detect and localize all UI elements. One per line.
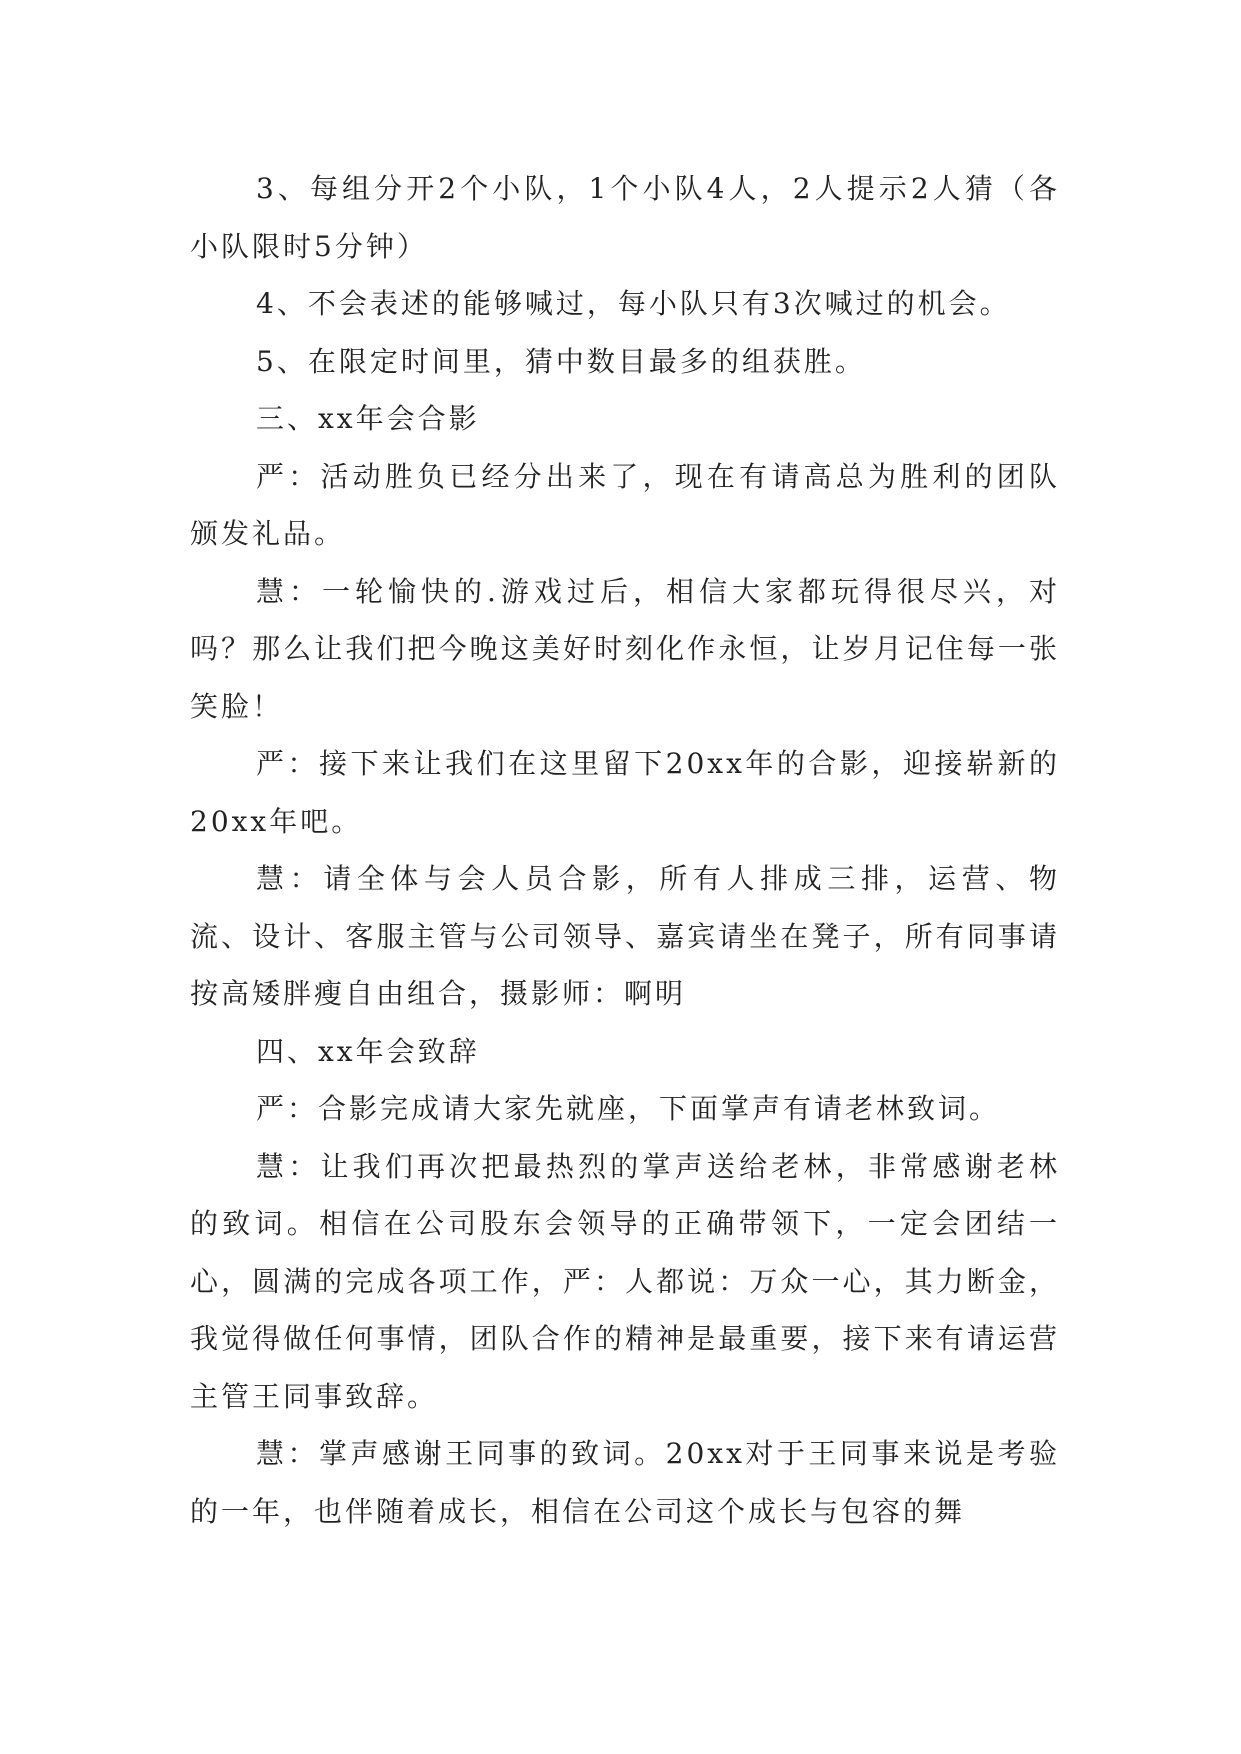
paragraph-hui-photo-intro: 慧：一轮愉快的.游戏过后，相信大家都玩得很尽兴，对吗？那么让我们把今晚这美好时刻化作永恒，让岁月记住每一张笑脸！: [190, 574, 1060, 723]
paragraph-rule-3: 3、每组分开2个小队，1个小队4人，2人提示2人猜（各小队限时5分钟）: [190, 172, 1060, 263]
section-heading-speech: 四、xx年会致辞: [256, 1034, 480, 1068]
paragraph-hui-thanks: 慧：让我们再次把最热烈的掌声送给老林，非常感谢老林的致词。相信在公司股东会领导的正确带领下，一定会团结一心，圆满的完成各项工作，严：人都说：万众一心，其力断金，我觉得做任何事情，团队合作的精神是最重要，接下来有请运营主管王同事致辞。: [190, 1149, 1060, 1413]
paragraph-hui-photo-arrangement: 慧：请全体与会人员合影，所有人排成三排，运营、物流、设计、客服主管与公司领导、嘉宾请坐在凳子，所有同事请按高矮胖瘦自由组合，摄影师：啊明: [190, 862, 1060, 1010]
section-heading-group-photo: 三、xx年会合影: [256, 402, 480, 435]
paragraph-yan-photo: 严：接下来让我们在这里留下20xx年的合影，迎接崭新的20xx年吧。: [190, 747, 1060, 838]
paragraph-rule-4: 4、不会表述的能够喊过，每小队只有3次喊过的机会。: [256, 287, 1011, 320]
document-body: [190, 160, 1060, 1540]
paragraph-rule-5: 5、在限定时间里，猜中数目最多的组获胜。: [256, 344, 866, 378]
paragraph-yan-speech-intro: 严：合影完成请大家先就座，下面掌声有请老林致词。: [256, 1092, 1001, 1125]
paragraph-hui-thanks-wang: 慧：掌声感谢王同事的致词。20xx对于王同事来说是考验的一年，也伴随着成长，相信在公司这个成长与包容的舞: [190, 1437, 1060, 1528]
paragraph-yan-award: 严：活动胜负已经分出来了，现在有请高总为胜利的团队颁发礼品。: [190, 459, 1060, 550]
